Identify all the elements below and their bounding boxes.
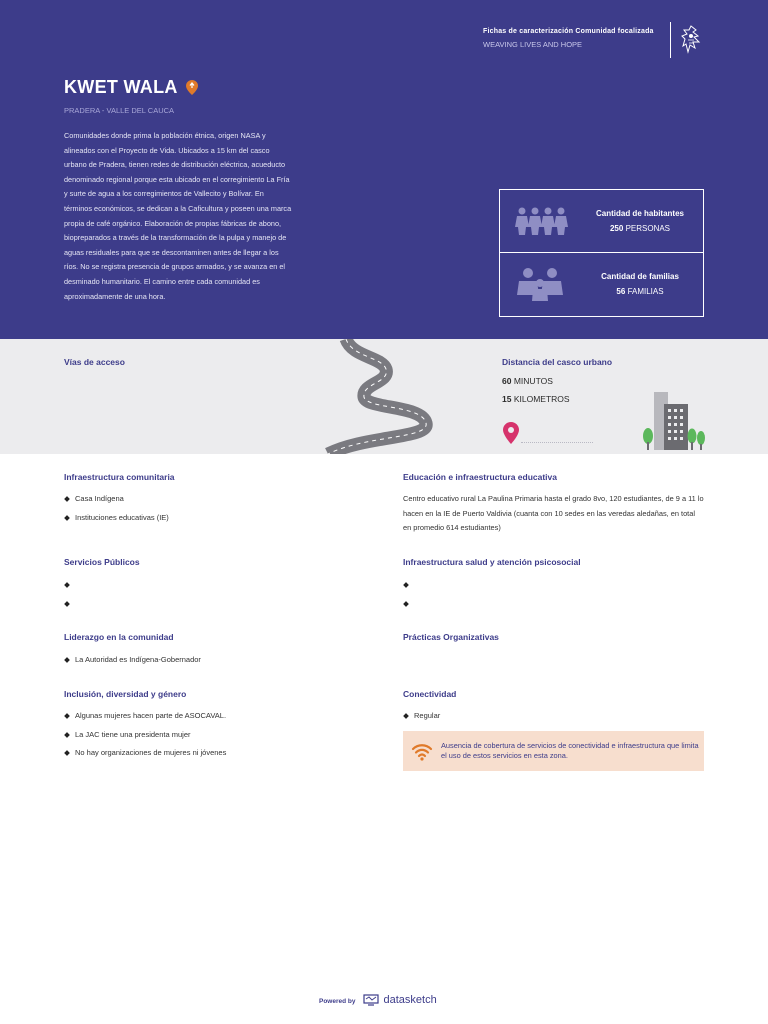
- distance-minutes: [502, 376, 553, 386]
- km-value: 15: [502, 394, 512, 404]
- organization-logo-icon: [680, 24, 702, 56]
- salud-list: [403, 580, 703, 617]
- inhabitants-unit: PERSONAS: [625, 224, 671, 233]
- location-marker-icon: [186, 80, 198, 95]
- list-item: Instituciones educativas (IE): [64, 513, 364, 532]
- connectivity-alert-text: Ausencia de cobertura de servicios de conectividad e infraestructura que limita el uso de estos servicios en esta zona.: [441, 741, 699, 760]
- list-item: [64, 580, 364, 599]
- educacion-title: Educación e infraestructura educativa: [403, 472, 557, 482]
- infra-comunitaria-list: [64, 494, 364, 531]
- people-group-icon: [514, 204, 568, 238]
- access-title: Vías de acceso: [64, 357, 125, 367]
- wifi-icon: [411, 741, 433, 761]
- families-unit: FAMILIAS: [627, 287, 664, 296]
- header-band: [0, 0, 768, 339]
- liderazgo-title: Liderazgo en la comunidad: [64, 632, 174, 642]
- servicios-list: [64, 580, 364, 617]
- list-item: [403, 599, 703, 618]
- inhabitants-number: 250: [609, 224, 624, 233]
- header-divider: [670, 22, 671, 58]
- stat-inhabitants: [500, 190, 703, 253]
- educacion-text: Centro educativo rural La Paulina Primaria hasta el grado 8vo, 120 estudiantes, de 9 a 11 lo hacen en la IE de Puerto Valdivia (cuanta con 10 sedes en las veredas aledañas, en total en promedio 614 estudiantes): [403, 494, 704, 532]
- list-item: [64, 599, 364, 618]
- conectividad-list: [403, 711, 703, 730]
- stats-box: [499, 189, 704, 317]
- inclusion-title: Inclusión, diversidad y género: [64, 689, 187, 699]
- list-item: La Autoridad es Indígena-Gobernador: [64, 655, 364, 674]
- stat-families: [500, 253, 703, 316]
- list-item: No hay organizaciones de mujeres ni jóvenes: [64, 748, 364, 767]
- km-unit: KILOMETROS: [513, 394, 570, 404]
- city-buildings-icon: [640, 384, 706, 450]
- title-row: [64, 77, 198, 98]
- monitor-icon: [363, 994, 379, 1006]
- families-value: [586, 287, 694, 296]
- footer: [319, 994, 437, 1006]
- powered-by-label: Powered by: [319, 998, 356, 1005]
- distance-title: Distancia del casco urbano: [502, 357, 613, 367]
- liderazgo-list: [64, 655, 364, 674]
- list-item: La JAC tiene una presidenta mujer: [64, 730, 364, 749]
- salud-title: Infraestructura salud y atención psicosocial: [403, 557, 581, 567]
- families-label: Cantidad de familias: [601, 272, 679, 281]
- minutes-value: 60: [502, 376, 512, 386]
- winding-road-icon: [322, 339, 440, 454]
- families-number: 56: [616, 287, 626, 296]
- practicas-title: Prácticas Organizativas: [403, 632, 499, 642]
- community-description: Comunidades donde prima la población étnica, origen NASA y alineados con el Proyecto de Vida. Ubicados a 15 km del casco urbano de Pradera, tienen redes de distribución eléctrica, acueducto denominado regional porque esta ubicado en el corregimiento La Fría y surte de agua a los corregimientos de Vallecito y Bolívar. En términos económicos, se dedican a la Caficultura y poseen una marca propia de café orgánico. Elaboración de propias fábricas de abono, biopreparados a través de la transformación de la pulpa y manejo de aguas residuales para que se descontaminen antes de llegar a los ríos. No se registra presencia de grupos armados, y se avanza en el desminado humanitario. El camino entre cada comunidad es aproximadamente de una hora.: [64, 131, 292, 301]
- inclusion-list: [64, 711, 364, 767]
- servicios-title: Servicios Públicos: [64, 557, 140, 567]
- inhabitants-value: [586, 224, 694, 233]
- infra-comunitaria-title: Infraestructura comunitaria: [64, 472, 175, 482]
- list-item: Casa Indígena: [64, 494, 364, 513]
- community-location: PRADERA - VALLE DEL CAUCA: [64, 106, 175, 115]
- header-line1: Fichas de caracterización Comunidad focalizada: [483, 28, 654, 35]
- list-item: [403, 580, 703, 599]
- list-item: Regular: [403, 711, 703, 730]
- minutes-unit: MINUTOS: [513, 376, 553, 386]
- header-text: [483, 28, 673, 49]
- community-title: KWET WALA: [64, 77, 178, 97]
- connectivity-alert: [403, 731, 704, 771]
- inhabitants-label: Cantidad de habitantes: [595, 209, 684, 218]
- distance-km: [502, 394, 570, 404]
- family-icon: [514, 267, 568, 301]
- list-item: Algunas mujeres hacen parte de ASOCAVAL.: [64, 711, 364, 730]
- distance-dotted-line: [521, 442, 593, 443]
- conectividad-title: Conectividad: [403, 689, 457, 699]
- datasketch-link[interactable]: datasketch: [383, 994, 437, 1006]
- location-pin-icon: [503, 422, 519, 444]
- header-line2: WEAVING LIVES AND HOPE: [483, 40, 583, 49]
